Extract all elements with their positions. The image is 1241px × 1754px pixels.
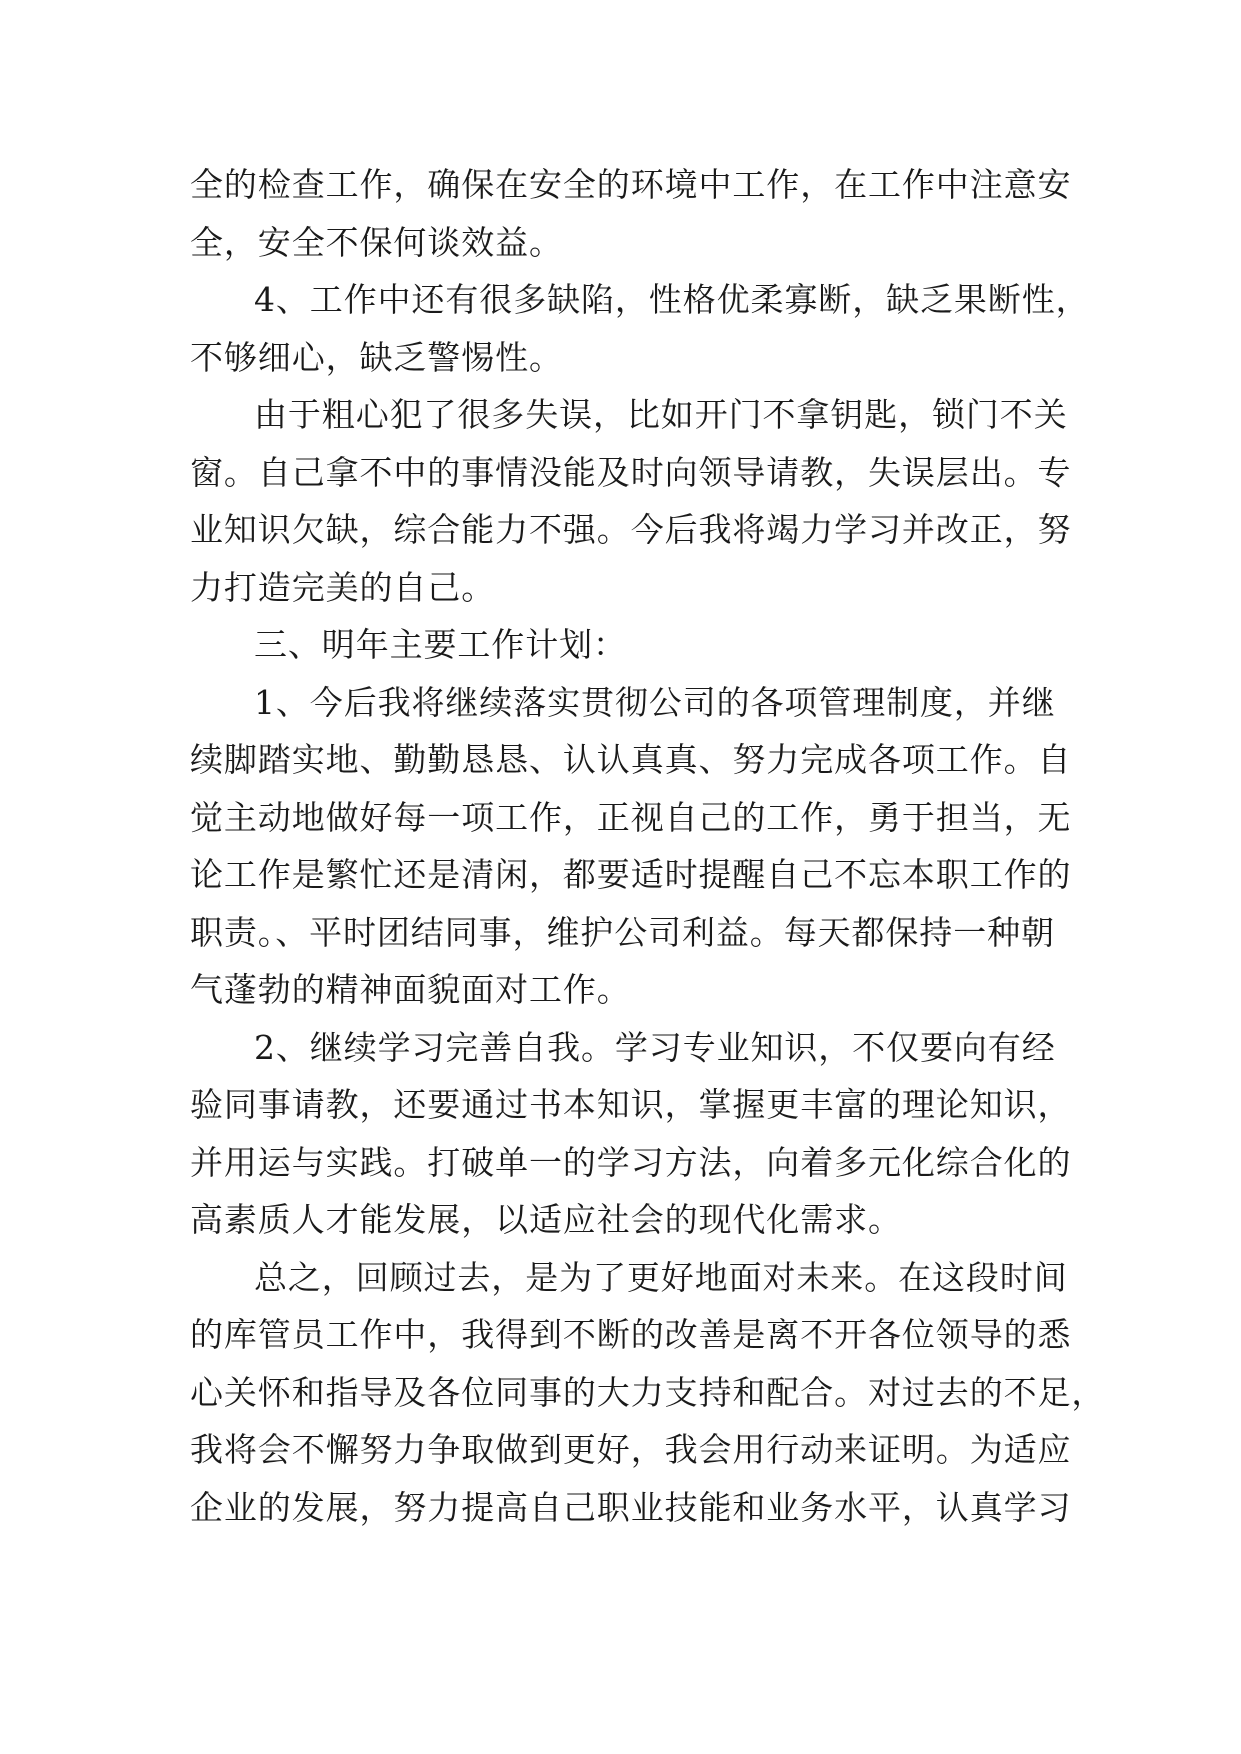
text-line: 全的检查工作，确保在安全的环境中工作，在工作中注意安: [190, 165, 1072, 204]
text-line: 总之，回顾过去，是为了更好地面对未来。在这段时间: [254, 1257, 1068, 1297]
text-line: 验同事请教，还要通过书本知识，掌握更丰富的理论知识，: [190, 1085, 1072, 1124]
text-line: 2、继续学习完善自我。学习专业知识，不仅要向有经: [254, 1027, 1056, 1067]
text-line: 的库管员工作中，我得到不断的改善是离不开各位领导的悉: [190, 1315, 1072, 1354]
text-line: 三、明年主要工作计划：: [254, 625, 627, 664]
text-line: 4、工作中还有很多缺陷，性格优柔寡断，缺乏果断性，: [254, 280, 1090, 319]
text-line: 论工作是繁忙还是清闲，都要适时提醒自己不忘本职工作的: [190, 855, 1072, 894]
document-body: [190, 156, 1106, 1536]
text-line: 气蓬勃的精神面貌面对工作。: [190, 970, 631, 1009]
text-line: 力打造完美的自己。: [190, 567, 496, 607]
text-line: 并用运与实践。打破单一的学习方法，向着多元化综合化的: [190, 1142, 1072, 1182]
text-line: 职责。、平时团结同事，维护公司利益。每天都保持一种朝: [190, 912, 1055, 952]
text-line: 高素质人才能发展，以适应社会的现代化需求。: [190, 1200, 902, 1239]
text-line: 续脚踏实地、勤勤恳恳、认认真真、努力完成各项工作。自: [190, 740, 1072, 779]
text-line: 觉主动地做好每一项工作，正视自己的工作，勇于担当，无: [190, 797, 1072, 837]
text-line: 不够细心，缺乏警惕性。: [190, 337, 563, 377]
text-line: 全，安全不保何谈效益。: [190, 222, 563, 262]
text-line: 1、今后我将继续落实贯彻公司的各项管理制度，并继: [254, 682, 1056, 722]
text-line: 由于粗心犯了很多失误，比如开门不拿钥匙，锁门不关: [254, 395, 1068, 434]
text-line: 业知识欠缺，综合能力不强。今后我将竭力学习并改正，努: [190, 510, 1072, 549]
text-line: 我将会不懈努力争取做到更好，我会用行动来证明。为适应: [190, 1430, 1072, 1469]
text-line: 心关怀和指导及各位同事的大力支持和配合。对过去的不足，: [190, 1372, 1106, 1412]
text-line: 企业的发展，努力提高自己职业技能和业务水平，认真学习: [190, 1487, 1072, 1527]
text-line: 窗。自己拿不中的事情没能及时向领导请教，失误层出。专: [190, 452, 1072, 492]
